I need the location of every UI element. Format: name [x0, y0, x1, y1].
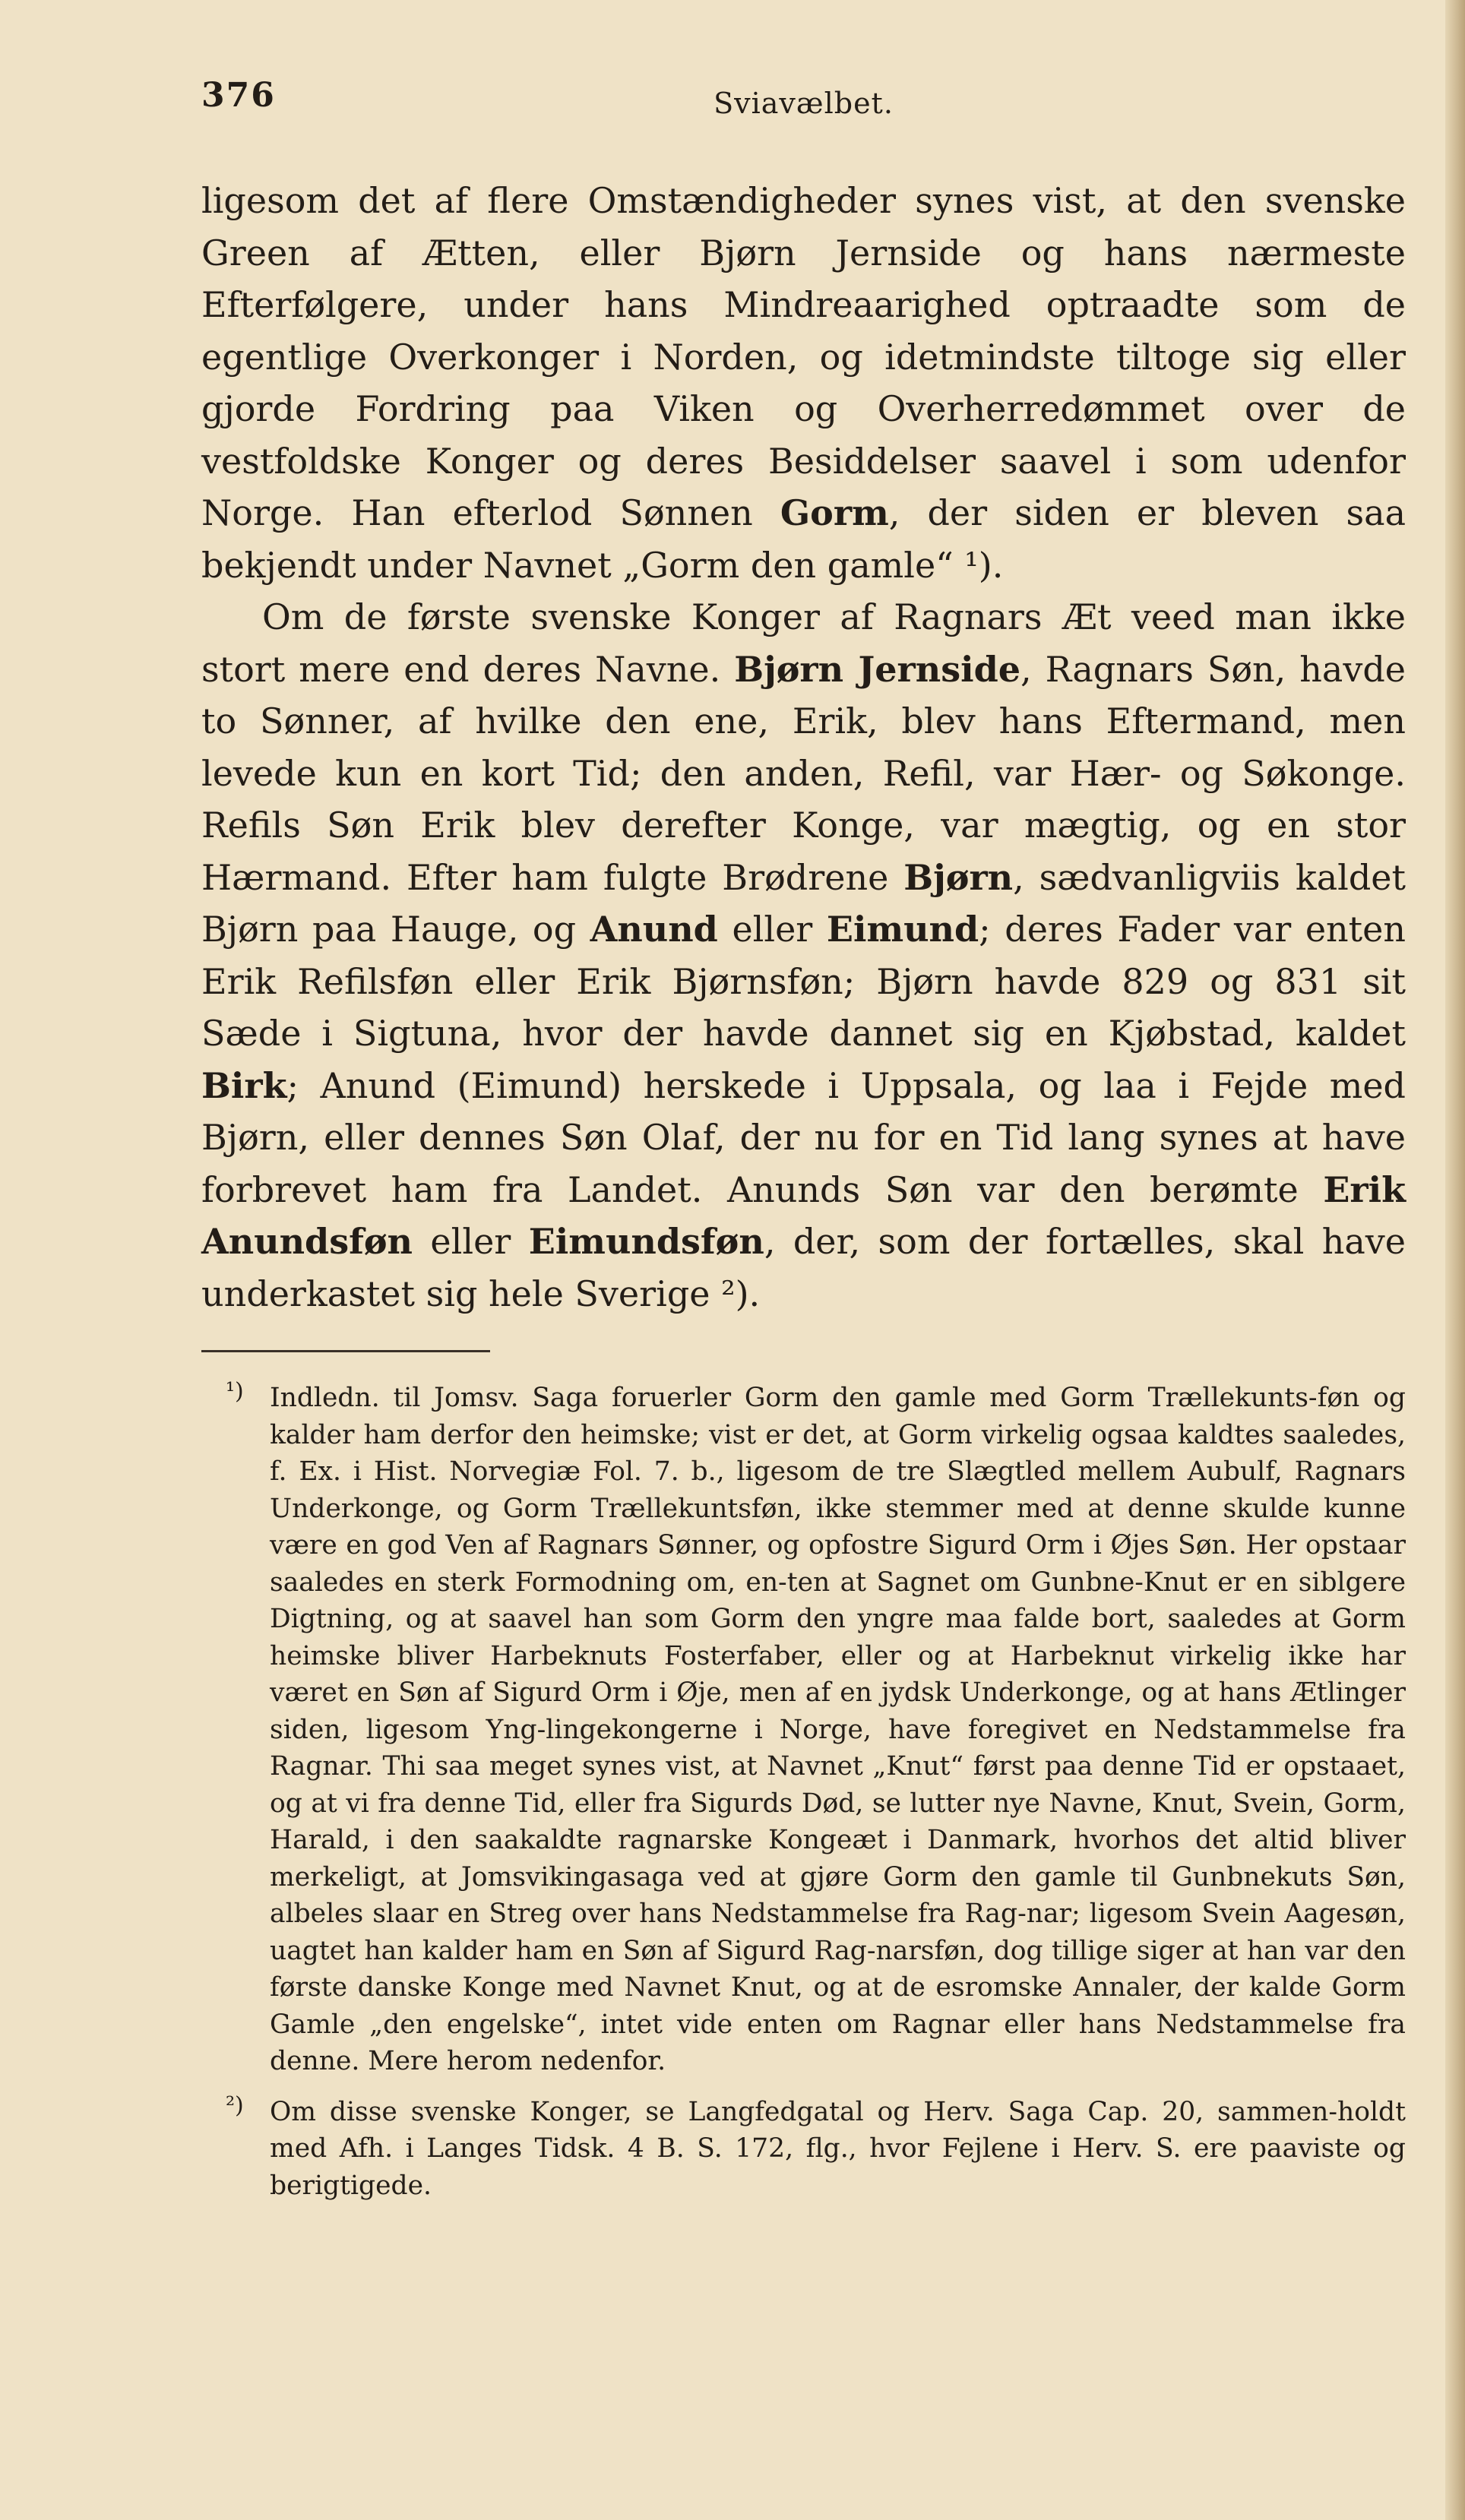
name-bjorn-jernside: Bjørn Jernside	[734, 648, 1021, 690]
name-birk: Birk	[201, 1064, 287, 1106]
footnote-2	[201, 2094, 1406, 2205]
body-text	[201, 175, 1406, 1320]
footnotes	[201, 1380, 1406, 2204]
name-gorm: Gorm	[780, 492, 889, 533]
footnote-text: Om disse svenske Konger, se Langfedgatal og Herv. Saga Cap. 20, sammen-holdt med Afh. i Langes Tidsk. 4 B. S. 172, flg., hvor Fejlene i Herv. S. ere paaviste og berigtigede.	[270, 2096, 1406, 2201]
page-header	[201, 76, 1406, 144]
document-page	[201, 76, 1406, 2218]
paragraph-2: Om de første svenske Konger af Ragnars Æt veed man ikke stort mere end deres Navne. Bjørn Jernside, Ragnars Søn, havde to Sønner, af hvilke den ene, Erik, blev hans Eftermand, men levede kun en kort Tid; den anden, Refil, var Hær- og Søkonge. Refils Søn Erik blev derefter Konge, var mægtig, og en stor Hærmand. Efter ham fulgte Brødrene Bjørn, sædvanligviis kaldet Bjørn paa Hauge, og Anund eller Eimund; deres Fader var enten Erik Refilsføn eller Erik Bjørnsføn; Bjørn havde 829 og 831 sit Sæde i Sigtuna, hvor der havde dannet sig en Kjøbstad, kaldet Birk; Anund (Eimund) herskede i Uppsala, og laa i Fejde med Bjørn, eller dennes Søn Olaf, der nu for en Tid lang synes at have forbrevet ham fra Landet. Anunds Søn var den berømte Erik Anundsføn eller Eimundsføn, der, som der fortælles, skal have underkastet sig hele Sverige ²).	[201, 596, 1406, 1314]
name-bjorn: Bjørn	[903, 856, 1014, 898]
name-erik-anundson: Erik Anundsføn	[201, 1168, 1406, 1262]
footnote-marker: ¹)	[226, 1378, 244, 1405]
footnote-1	[201, 1380, 1406, 2080]
name-eimundson: Eimundsføn	[528, 1221, 764, 1262]
paragraph-1: ligesom det af flere Omstændigheder synes vist, at den svenske Green af Ætten, eller Bjørn Jernside og hans nærmeste Efterfølgere, under hans Mindreaarighed optraadte som de egentlige Overkonger i Norden, og idetmindste tiltoge sig eller gjorde Fordring paa Viken og Overherredømmet over de vestfoldske Konger og deres Besiddelser saavel i som udenfor Norge. Han efterlod Sønnen Gorm, der siden er bleven saa bekjendt under Navnet „Gorm den gamle“ ¹).	[201, 180, 1406, 586]
footnote-text: Indledn. til Jomsv. Saga foruerler Gorm den gamle med Gorm Trællekunts-føn og kalder ham derfor den heimske; vist er det, at Gorm virkelig ogsaa kaldtes saaledes, f. Ex. i Hist. Norvegiæ Fol. 7. b., ligesom de tre Slægtled mellem Aubulf, Ragnars Underkonge, og Gorm Trællekuntsføn, ikke stemmer med at denne skulde kunne være en god Ven af Ragnars Sønner, og opfostre Sigurd Orm i Øjes Søn. Her opstaar saaledes en sterk Formodning om, en-ten at Sagnet om Gunbne-Knut er en siblgere Digtning, og at saavel han som Gorm den yngre maa falde bort, saaledes at Gorm heimske bliver Harbeknuts Fosterfaber, eller og at Harbeknut virkelig ikke har været en Søn af Sigurd Orm i Øje, men af en jydsk Underkonge, og at hans Ætlinger siden, ligesom Yng-lingekongerne i Norge, have foregivet en Nedstammelse fra Ragnar. Thi saa meget synes vist, at Navnet „Knut“ først paa denne Tid er opstaaet, og at vi fra denne Tid, eller fra Sigurds Død, se lutter nye Navne, Knut, Svein, Gorm, Harald, i den saakaldte ragnarske Kongeæt i Danmark, hvorhos det altid bliver merkeligt, at Jomsvikingasaga ved at gjøre Gorm den gamle til Gunbnekuts Søn, albeles slaar en Streg over hans Nedstammelse fra Rag-nar; ligesom Svein Aagesøn, uagtet han kalder ham en Søn af Sigurd Rag-narsføn, dog tillige siger at han var den første danske Konge med Navnet Knut, og at de esromske Annaler, der kalde Gorm Gamle „den engelske“, intet vide enten om Ragnar eller hans Nedstammelse fra denne. Mere herom nedenfor.	[270, 1383, 1406, 2076]
footnote-separator	[201, 1350, 490, 1352]
name-eimund: Eimund	[826, 909, 979, 950]
footnote-marker: ²)	[226, 2092, 244, 2119]
name-anund: Anund	[590, 909, 718, 950]
running-title: Sviavælbet.	[714, 87, 894, 120]
page-number: 376	[201, 76, 276, 115]
page-edge	[1445, 0, 1465, 2520]
